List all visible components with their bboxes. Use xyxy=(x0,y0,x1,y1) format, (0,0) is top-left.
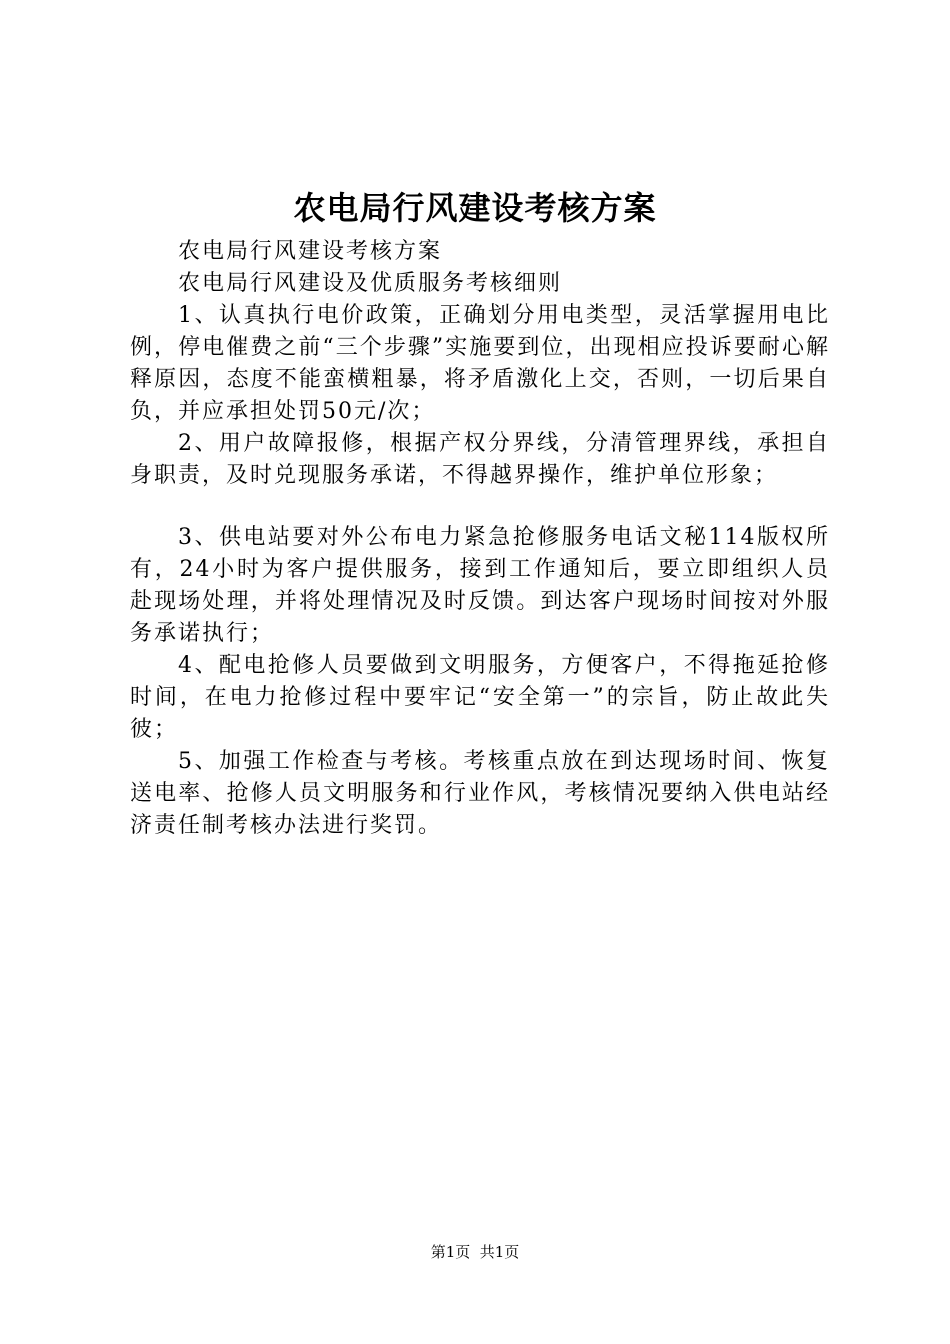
paragraph-item-1: 1、认真执行电价政策，正确划分用电类型，灵活掌握用电比例，停电催费之前“三个步骤”实施要到位，出现相应投诉要耐心解释原因，态度不能蛮横粗暴，将矛盾激化上交，否则，一切后果自负，并应承担处罚50元/次； xyxy=(130,303,830,424)
paragraph-rules-heading: 农电局行风建设及优质服务考核细则 xyxy=(178,271,563,296)
paragraph-item-5: 5、加强工作检查与考核。考核重点放在到达现场时间、恢复送电率、抢修人员文明服务和行业作风，考核情况要纳入供电站经济责任制考核办法进行奖罚。 xyxy=(130,749,830,838)
paragraph-item-4: 4、配电抢修人员要做到文明服务，方便客户，不得拖延抢修时间，在电力抢修过程中要牢记“安全第一”的宗旨，防止故此失彼； xyxy=(130,653,830,742)
document-body xyxy=(130,236,830,842)
paragraph-item-3: 3、供电站要对外公布电力紧急抢修服务电话文秘114版权所有，24小时为客户提供服务，接到工作通知后，要立即组织人员赴现场处理，并将处理情况及时反馈。到达客户现场时间按对外服务承诺执行； xyxy=(130,525,830,646)
page-number-footer: 第1页 共1页 xyxy=(430,1243,520,1261)
paragraph-item-2: 2、用户故障报修，根据产权分界线，分清管理界线，承担自身职责，及时兑现服务承诺，不得越界操作，维护单位形象； xyxy=(130,431,830,488)
paragraph-subtitle: 农电局行风建设考核方案 xyxy=(178,239,443,264)
document-title: 农电局行风建设考核方案 xyxy=(293,189,657,227)
